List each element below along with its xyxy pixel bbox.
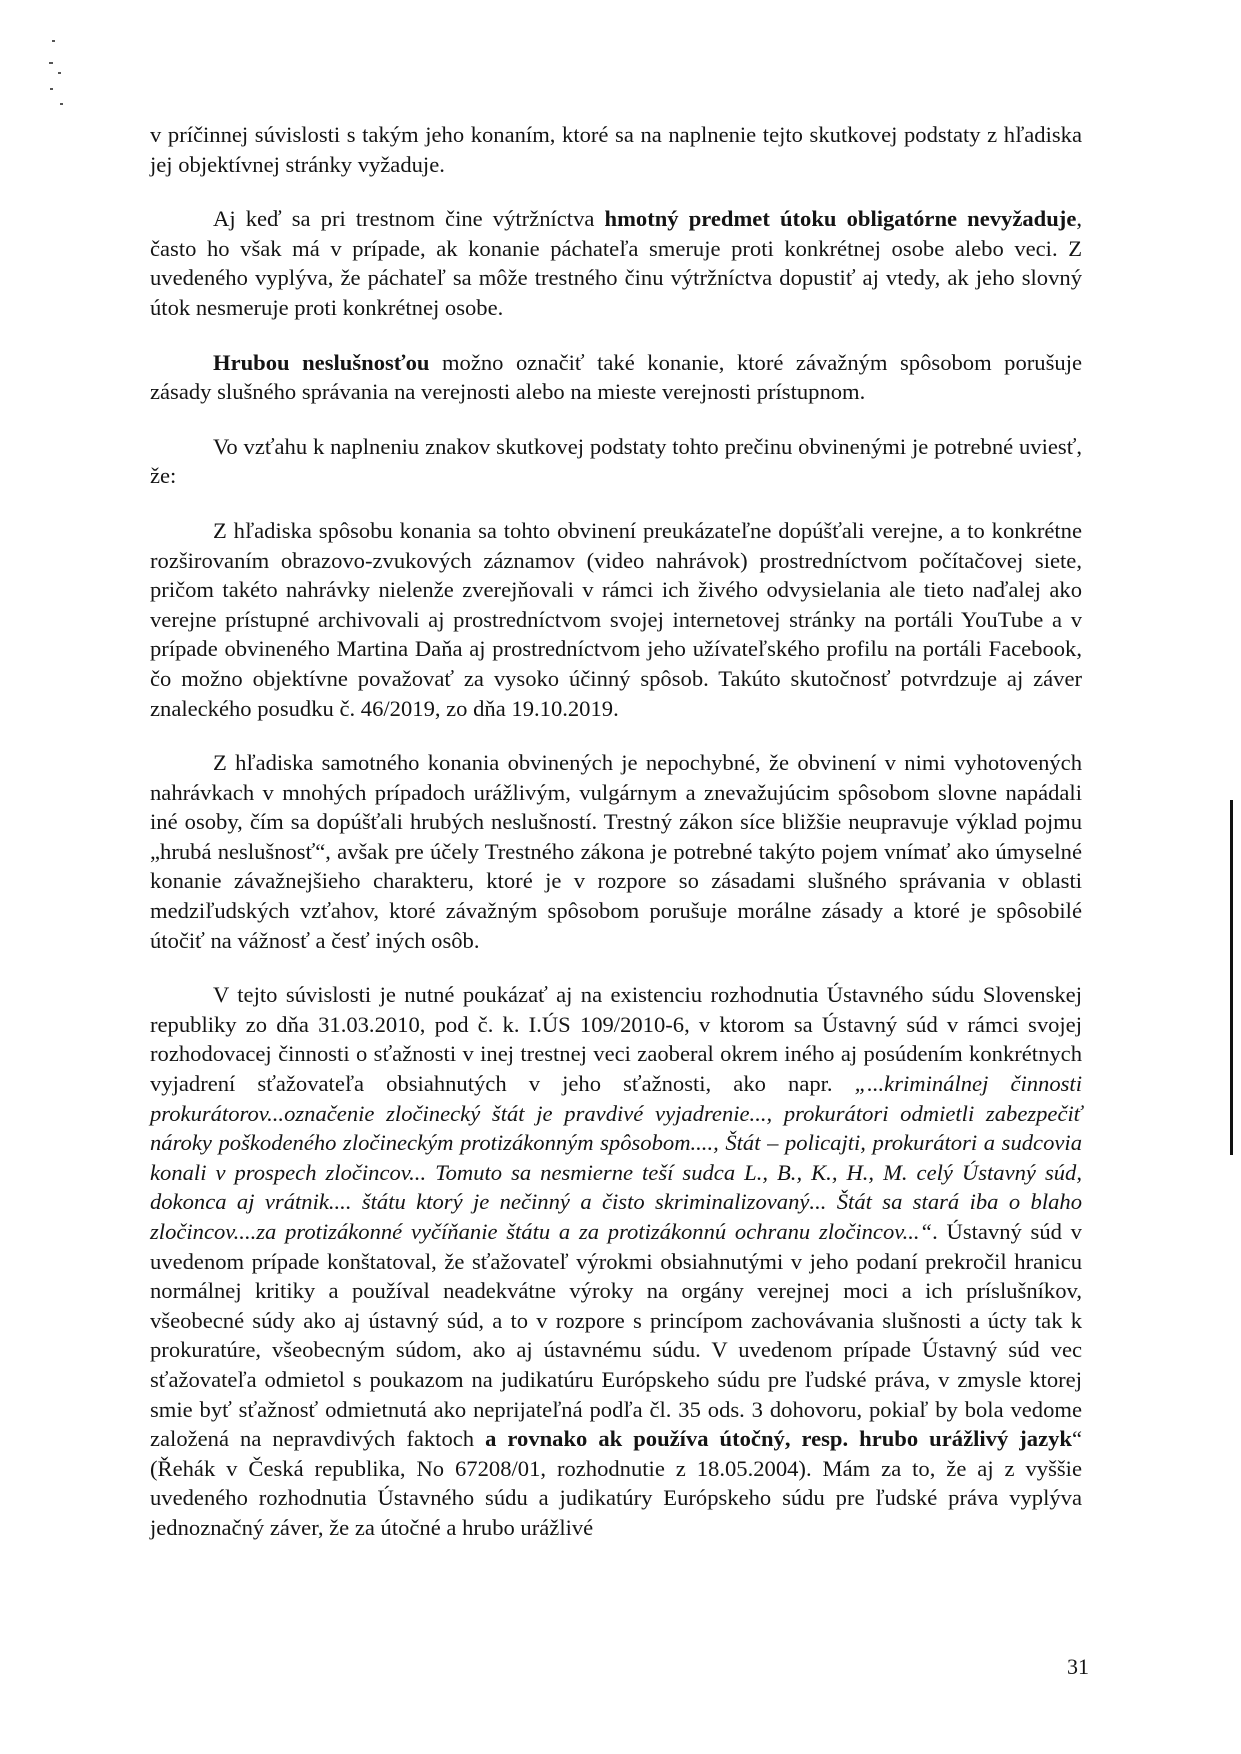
scan-speck <box>60 103 63 105</box>
paragraph-4: Vo vzťahu k naplneniu znakov skutkovej podstaty tohto prečinu obvinenými je potrebné uviesť, že: <box>150 433 1082 489</box>
bold-phrase: a rovnako ak používa útočný, resp. hrubo urážlivý jazyk <box>485 1426 1072 1452</box>
bold-phrase: hmotný predmet útoku obligatórne nevyžaduje <box>604 206 1077 232</box>
paragraph-6: Z hľadiska samotného konania obvinených je nepochybné, že obvinení v nimi vyhotovených nahrávkach v mnohých prípadoch urážlivým, vulgárnym a znevažujúcim spôsobom slovne napádali iné osoby, čím sa dopúšťali hrubých neslušností. Trestný zákon síce bližšie neupravuje výklad pojmu „hrubá neslušnosť“, avšak pre účely Trestného zákona je potrebné takýto pojem vnímať ako úmyselné konanie závažnejšieho charakteru, ktoré je v rozpore so zásadami slušného správania v oblasti medziľudských vzťahov, ktoré závažným spôsobom porušuje morálne zásady a ktoré je spôsobilé útočiť na vážnosť a česť iných osôb. <box>150 750 1082 953</box>
scan-edge-line <box>1230 800 1233 1155</box>
paragraph-5: Z hľadiska spôsobu konania sa tohto obvinení preukázateľne dopúšťali verejne, a to konkrétne rozširovaním obrazovo-zvukových záznamov (video nahrávok) prostredníctvom počítačovej siete, pričom takéto nahrávky nielenže zverejňovali v rámci ich živého odvysielania ale tieto naďalej ako verejne prístupné archivovali aj prostredníctvom svojej internetovej stránky na portáli YouTube a v prípade obvineného Martina Daňa aj prostredníctvom jeho užívateľského profilu na portáli Facebook, čo možno objektívne považovať za vysoko účinný spôsob. Takúto skutočnosť potvrdzuje aj záver znaleckého posudku č. 46/2019, zo dňa 19.10.2019. <box>150 517 1082 721</box>
paragraph-7: V tejto súvislosti je nutné poukázať aj na existenciu rozhodnutia Ústavného súdu Slovenskej republiky zo dňa 31.03.2010, pod č. k. I.ÚS 109/2010-6, v ktorom sa Ústavný súd v rámci svojej rozhodovacej činnosti o sťažnosti v inej trestnej veci zaoberal okrem iného aj posúdením konkrétnych vyjadrení sťažovateľa obsiahnutých v jeho sťažnosti, ako napr. „...kriminálnej činnosti prokurátorov...označenie zločinecký štát je pravdivé vyjadrenie..., prokurátori odmietli zabezpečiť nároky poškodeného zločineckým protizákonným spôsobom...., Štát – policajti, prokurátori a sudcovia konali v prospech zločincov... Tomuto sa nesmierne teší sudca L., B., K., H., M. celý Ústavný súd, dokonca aj vrátnik.... štátu ktorý je nečinný a čisto skriminalizovaný... Štát sa stará iba o blaho zločincov....za protizákonné vyčíňanie štátu a za protizákonnú ochranu zločincov...“. Ústavný súd v uvedenom prípade konštatoval, že sťažovateľ výrokmi obsiahnutými v jeho podaní prekročil hranicu normálnej kritiky a používal neadekvátne výroky na orgány verejnej moci a ich príslušníkov, všeobecné súdy ako aj ústavný súd, a to v rozpore s princípom zachovávania slušnosti a úcty tak k prokuratúre, všeobecným súdom, ako aj ústavnému súdu. V uvedenom prípade Ústavný súd vec sťažovateľa odmietol s poukazom na judikatúru Európskeho súdu pre ľudské práva, v zmysle ktorej smie byť sťažnosť odmietnutá ako neprijateľná podľa čl. 35 ods. 3 dohovoru, pokiaľ by bola vedome založená na nepravdivých faktoch a rovnako ak používa útočný, resp. hrubo urážlivý jazyk“ (Řehák v Česká republika, No 67208/01, rozhodnutie z 18.05.2004). Mám za to, že aj z vyššie uvedeného rozhodnutia Ústavného súdu a judikatúry Európskeho súdu pre ľudské práva vyplýva jednoznačný záver, že za útočné a hrubo urážlivé <box>150 982 1082 1540</box>
page-number: 31 <box>1067 1654 1089 1679</box>
paragraph-1: v príčinnej súvislosti s takým jeho konaním, ktoré sa na naplnenie tejto skutkovej podstaty z hľadiska jej objektívnej stránky vyžaduje. <box>150 122 1082 177</box>
scan-speck <box>52 40 55 42</box>
scan-speck <box>49 62 53 64</box>
scan-speck <box>50 88 53 90</box>
paragraph-3: Hrubou neslušnosťou možno označiť také konanie, ktoré závažným spôsobom porušuje zásady slušného správania na verejnosti alebo na mieste verejnosti prístupnom. <box>150 349 1082 405</box>
body-text <box>150 120 1082 1568</box>
paragraph-2: Aj keď sa pri trestnom čine výtržníctva hmotný predmet útoku obligatórne nevyžaduje, často ho však má v prípade, ak konanie páchateľa smeruje proti konkrétnej osobe alebo veci. Z uvedeného vyplýva, že páchateľ sa môže trestného činu výtržníctva dopustiť aj vtedy, ak jeho slovný útok nesmeruje proti konkrétnej osobe. <box>150 206 1083 320</box>
scan-speck <box>58 72 61 74</box>
bold-phrase: Hrubou neslušnosťou <box>213 349 430 375</box>
quoted-statements: „...kriminálnej činnosti prokurátorov...označenie zločinecký štát je pravdivé vyjadrenie..., prokurátori odmietli zabezpečiť nároky poškodeného zločineckým protizákonným spôsobom...., Štát – policajti, prokurátori a sudcovia konali v prospech zločincov... Tomuto sa nesmierne teší sudca L., B., K., H., M. celý Ústavný súd, dokonca aj vrátnik.... štátu ktorý je nečinný a čisto skriminalizovaný... Štát sa stará iba o blaho zločincov....za protizákonné vyčíňanie štátu a za protizákonnú ochranu zločincov...“ <box>150 1071 1082 1244</box>
